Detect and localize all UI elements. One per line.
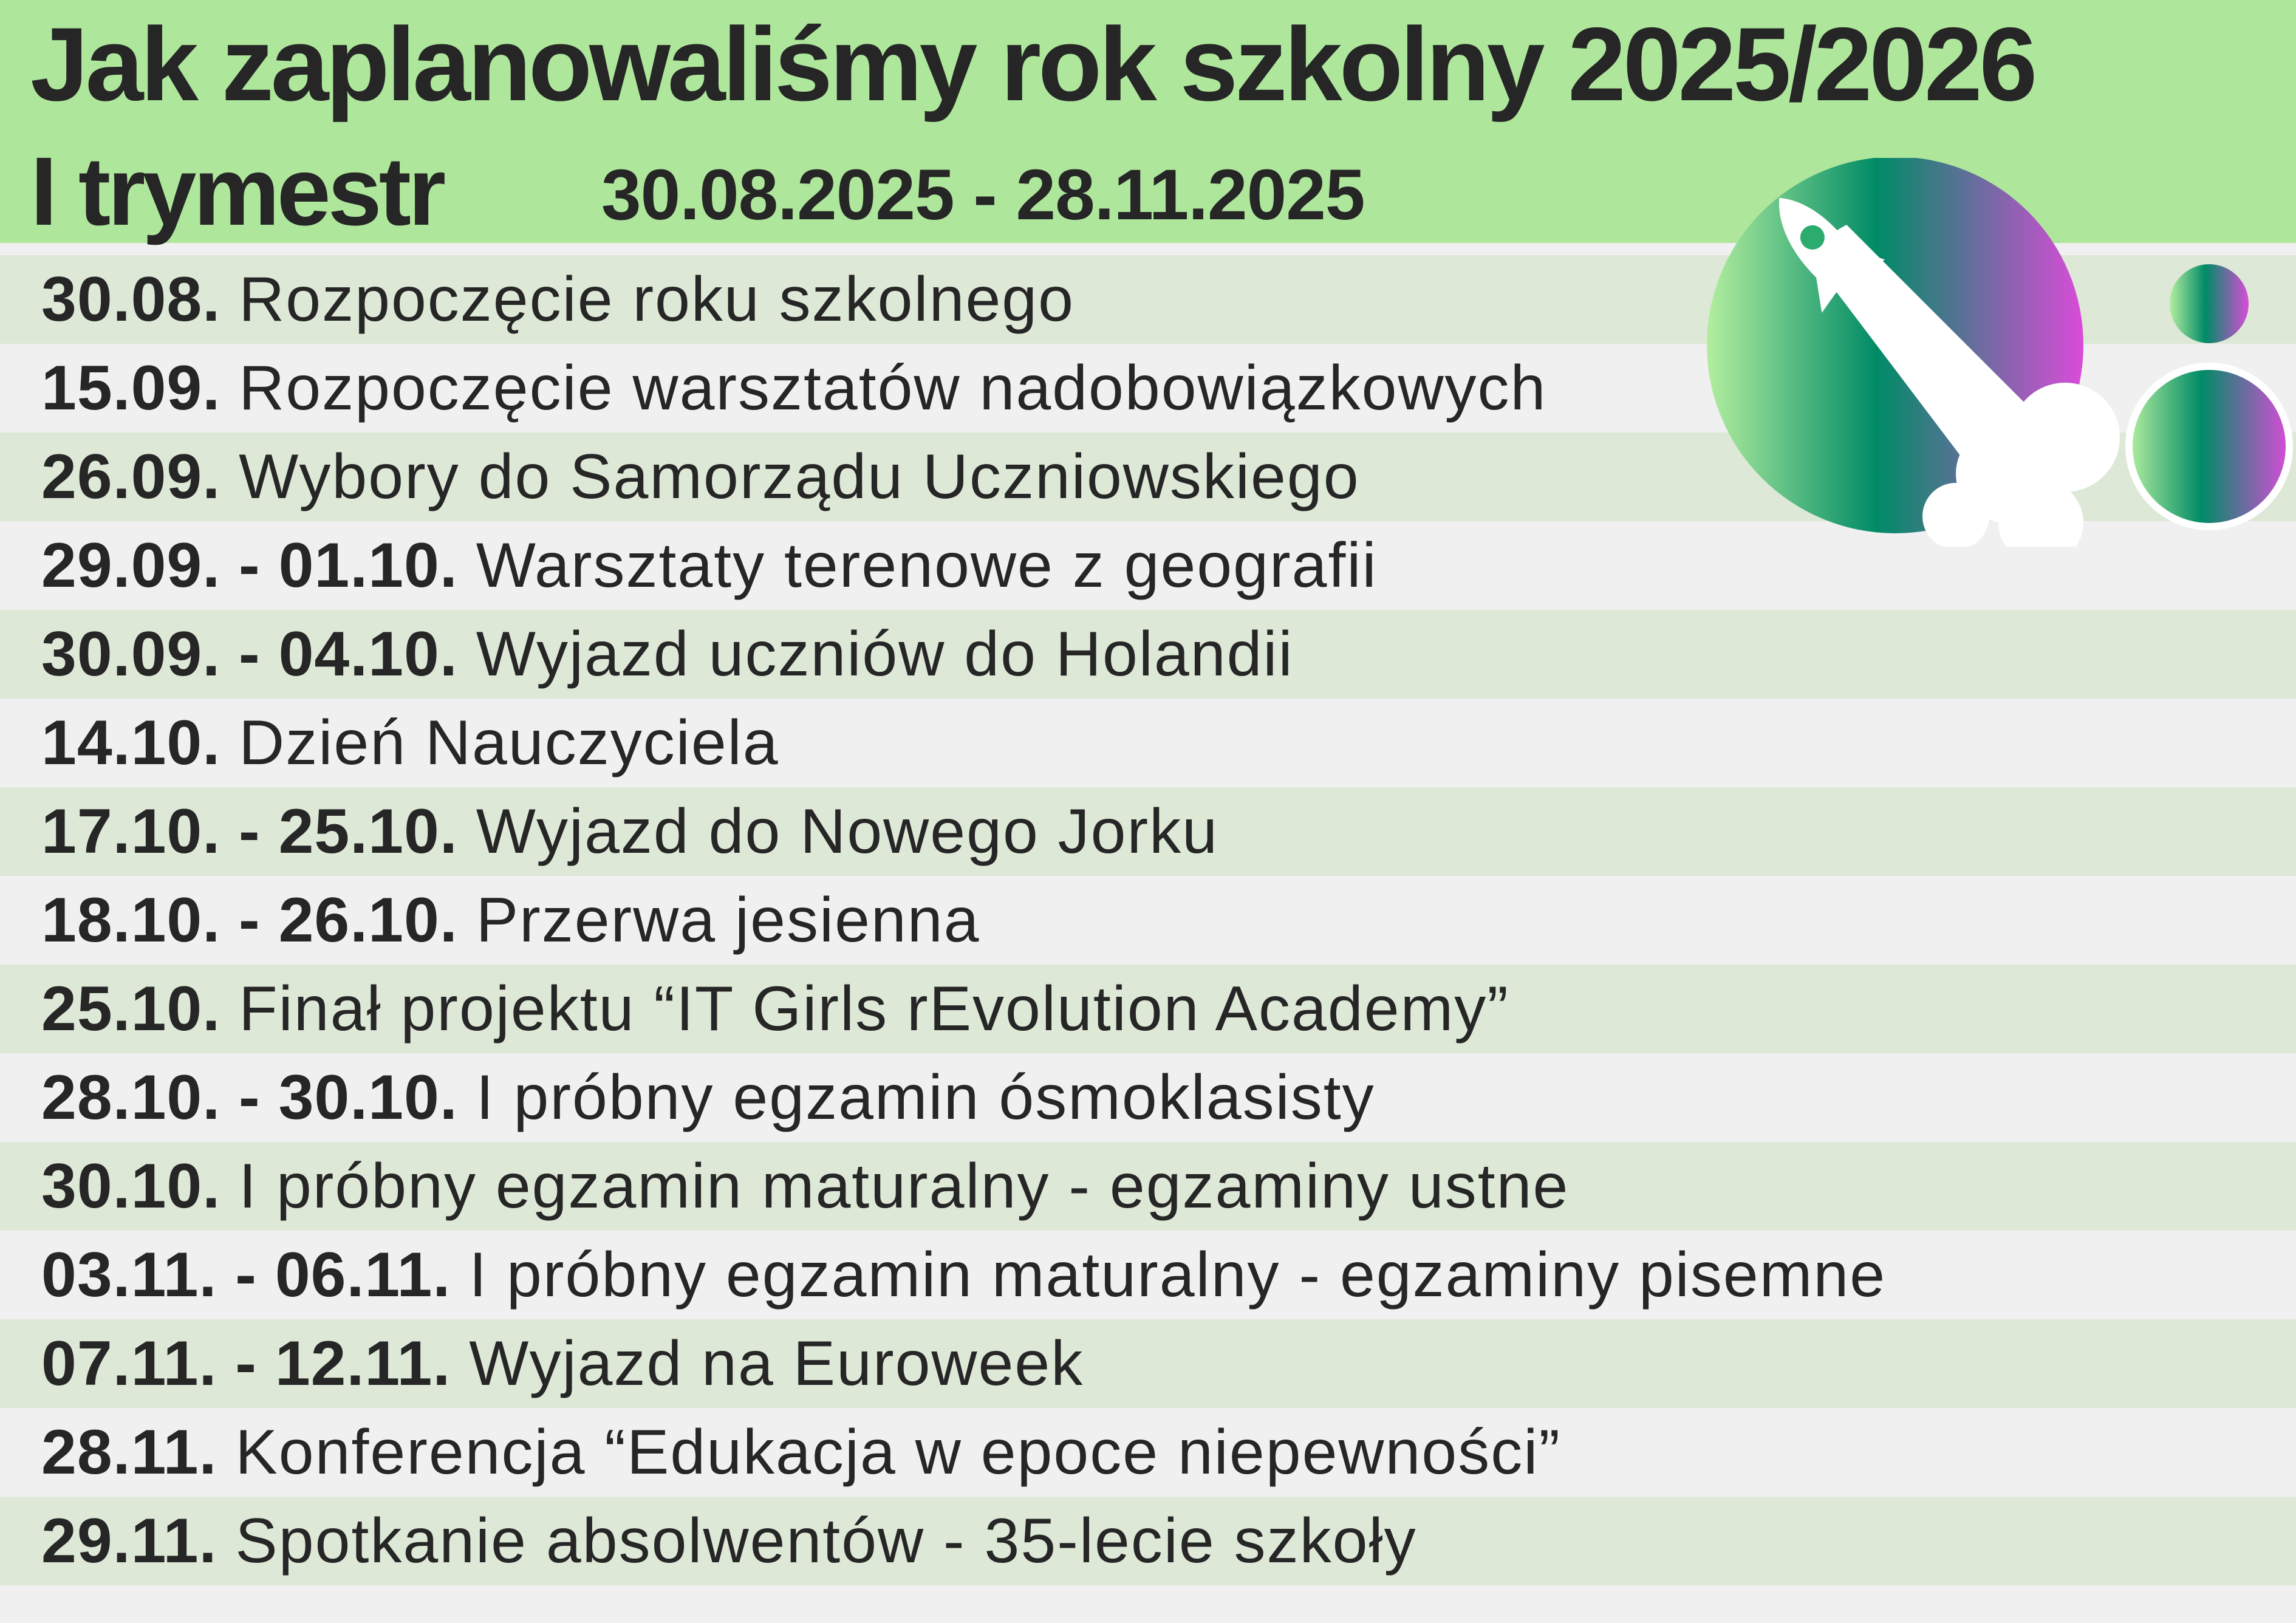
- event-text: Wyjazd do Nowego Jorku: [476, 796, 1218, 867]
- event-row: [0, 699, 2296, 787]
- event-row: [0, 1319, 2296, 1408]
- event-date: 25.10.: [41, 973, 221, 1044]
- event-date: 15.09.: [41, 352, 221, 423]
- event-text: Dzień Nauczyciela: [239, 707, 779, 778]
- event-date: 28.11.: [41, 1416, 217, 1488]
- event-row: [0, 1408, 2296, 1497]
- term-title: I trymestr: [30, 137, 443, 245]
- small-circle-bottom: [2129, 366, 2289, 527]
- small-circle-top: [2170, 264, 2249, 343]
- rocket-decoration: [1701, 158, 2296, 547]
- event-text: I próbny egzamin maturalny - egzaminy pisemne: [469, 1239, 1887, 1310]
- event-row: [0, 1497, 2296, 1585]
- event-date: 29.11.: [41, 1505, 217, 1576]
- event-row: [0, 1231, 2296, 1319]
- event-row: [0, 610, 2296, 699]
- event-text: Warsztaty terenowe z geografii: [476, 530, 1378, 601]
- event-date: 30.09. - 04.10.: [41, 618, 458, 689]
- event-row: [0, 965, 2296, 1053]
- event-date: 28.10. - 30.10.: [41, 1062, 458, 1133]
- event-date: 18.10. - 26.10.: [41, 884, 458, 955]
- event-text: Przerwa jesienna: [476, 884, 980, 955]
- event-row: [0, 1053, 2296, 1142]
- event-text: Finał projektu “IT Girls rEvolution Academy”: [239, 973, 1509, 1044]
- event-date: 14.10.: [41, 707, 221, 778]
- event-text: Rozpoczęcie warsztatów nadobowiązkowych: [239, 352, 1547, 423]
- event-date: 26.09.: [41, 441, 221, 512]
- event-date: 30.10.: [41, 1150, 221, 1222]
- event-date: 07.11. - 12.11.: [41, 1328, 451, 1399]
- event-date: 29.09. - 01.10.: [41, 530, 458, 601]
- event-text: I próbny egzamin maturalny - egzaminy ustne: [239, 1150, 1570, 1222]
- event-text: Wybory do Samorządu Uczniowskiego: [239, 441, 1360, 512]
- event-row: [0, 1142, 2296, 1231]
- event-text: Spotkanie absolwentów - 35-lecie szkoły: [235, 1505, 1417, 1576]
- term-dates: 30.08.2025 - 28.11.2025: [601, 155, 1365, 235]
- event-row: [0, 876, 2296, 965]
- event-text: Rozpoczęcie roku szkolnego: [239, 264, 1075, 335]
- event-row: [0, 787, 2296, 876]
- page-title: Jak zaplanowaliśmy rok szkolny 2025/2026: [30, 6, 2035, 123]
- event-text: Konferencja “Edukacja w epoce niepewności”: [235, 1416, 1561, 1488]
- event-date: 17.10. - 25.10.: [41, 796, 458, 867]
- event-date: 03.11. - 06.11.: [41, 1239, 451, 1310]
- event-text: I próbny egzamin ósmoklasisty: [476, 1062, 1375, 1133]
- event-text: Wyjazd uczniów do Holandii: [476, 618, 1294, 689]
- event-text: Wyjazd na Euroweek: [469, 1328, 1084, 1399]
- event-date: 30.08.: [41, 264, 221, 335]
